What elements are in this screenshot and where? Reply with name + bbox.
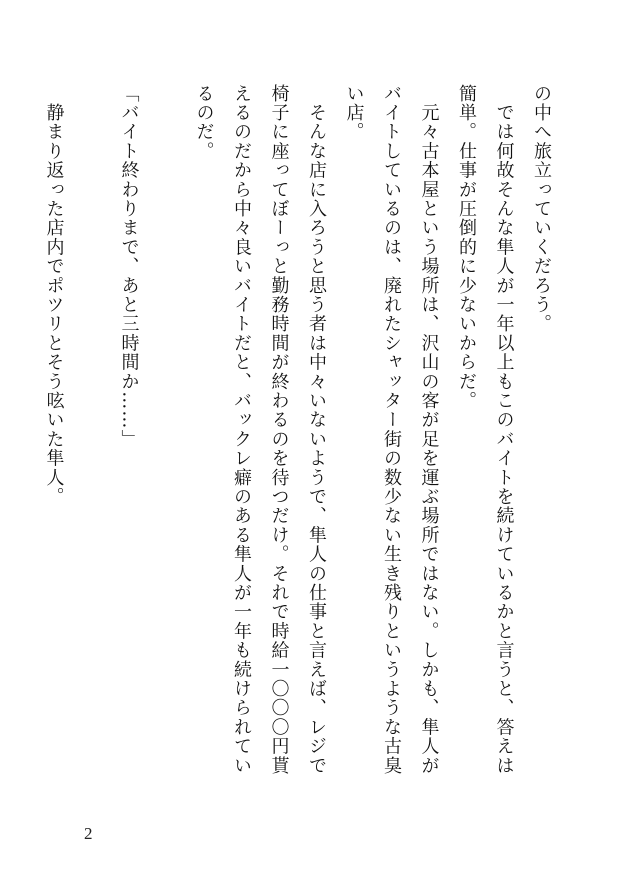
- dialogue-line: 「バイト終わりまで、あと三時間か……」: [118, 84, 140, 449]
- text-line: い店。: [343, 84, 365, 142]
- text-line: 静まり返った店内でポツリとそう呟いた隼人。: [43, 84, 65, 507]
- text-line: えるのだから中々良いバイトだと、バックレ癖のある隼人が一年も続けられてい: [231, 84, 252, 776]
- text-line: そんな店に入ろうと思う者は中々いないようで、隼人の仕事と言えば、レジで: [306, 84, 327, 776]
- text-line: るのだ。: [193, 84, 215, 161]
- text-line: 椅子に座ってぼーっと勤務時間が終わるのを待つだけ。それで時給一〇〇〇円貰: [268, 84, 290, 776]
- text-line: の中へ旅立っていくだろう。: [531, 84, 552, 334]
- body-text: [35, 84, 560, 804]
- page-number: 2: [84, 824, 93, 843]
- blank-line: [148, 84, 186, 804]
- text-line: バイトしているのは、廃れたシャッター街の数少ない生き残りというような古臭: [381, 84, 402, 776]
- blank-line: [73, 84, 111, 804]
- text-line: 簡単。仕事が圧倒的に少ないからだ。: [456, 84, 477, 411]
- text-line: では何故そんな隼人が一年以上もこのバイトを続けているかと言うと、答えは: [493, 84, 515, 776]
- text-line: 元々古本屋という場所は、沢山の客が足を運ぶ場所ではない。しかも、隼人が: [418, 84, 440, 776]
